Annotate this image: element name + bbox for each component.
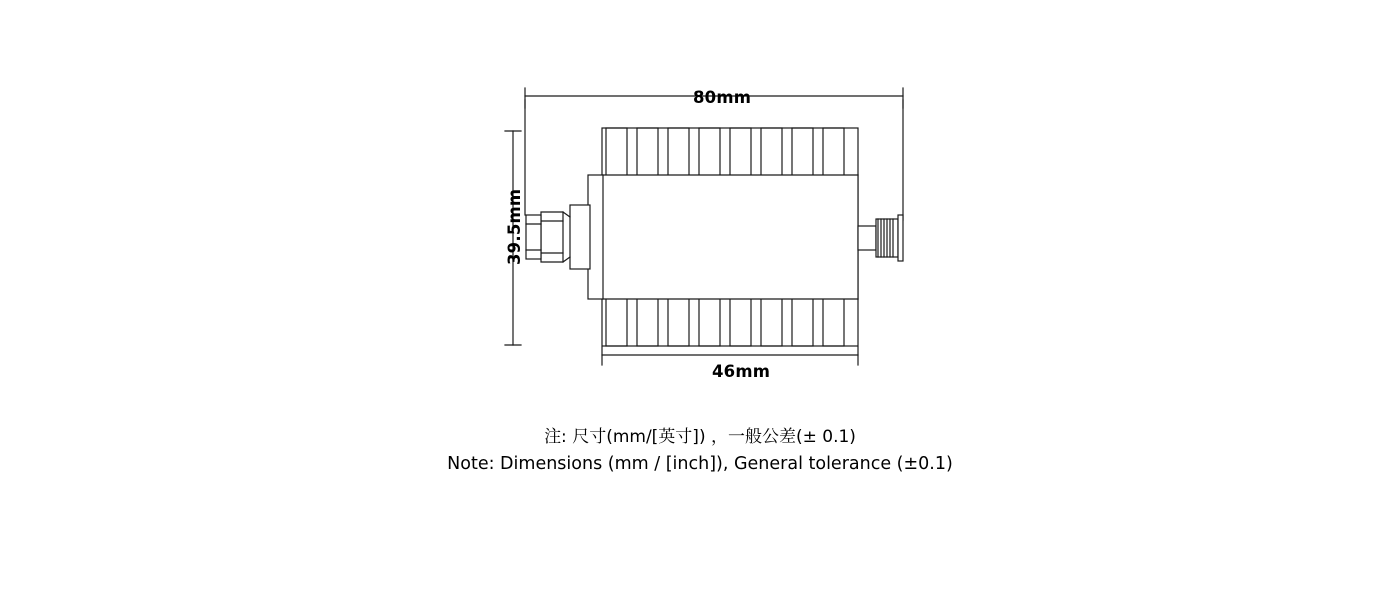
- sma-female-connector: [858, 215, 903, 261]
- notes-block: [0, 424, 1400, 478]
- dimension-label-body-width: 46mm: [712, 362, 771, 381]
- note-chinese: 注: 尺寸(mm/[英寸]) ，一般公差(± 0.1): [544, 427, 856, 447]
- sma-male-connector: [526, 205, 590, 269]
- note-english: Note: Dimensions (mm / [inch]), General tolerance (±0.1): [447, 454, 953, 474]
- dimension-label-overall-width: 80mm: [693, 88, 752, 107]
- heatsink-core: [602, 175, 858, 299]
- dimension-label-overall-height: 39.5mm: [505, 188, 524, 265]
